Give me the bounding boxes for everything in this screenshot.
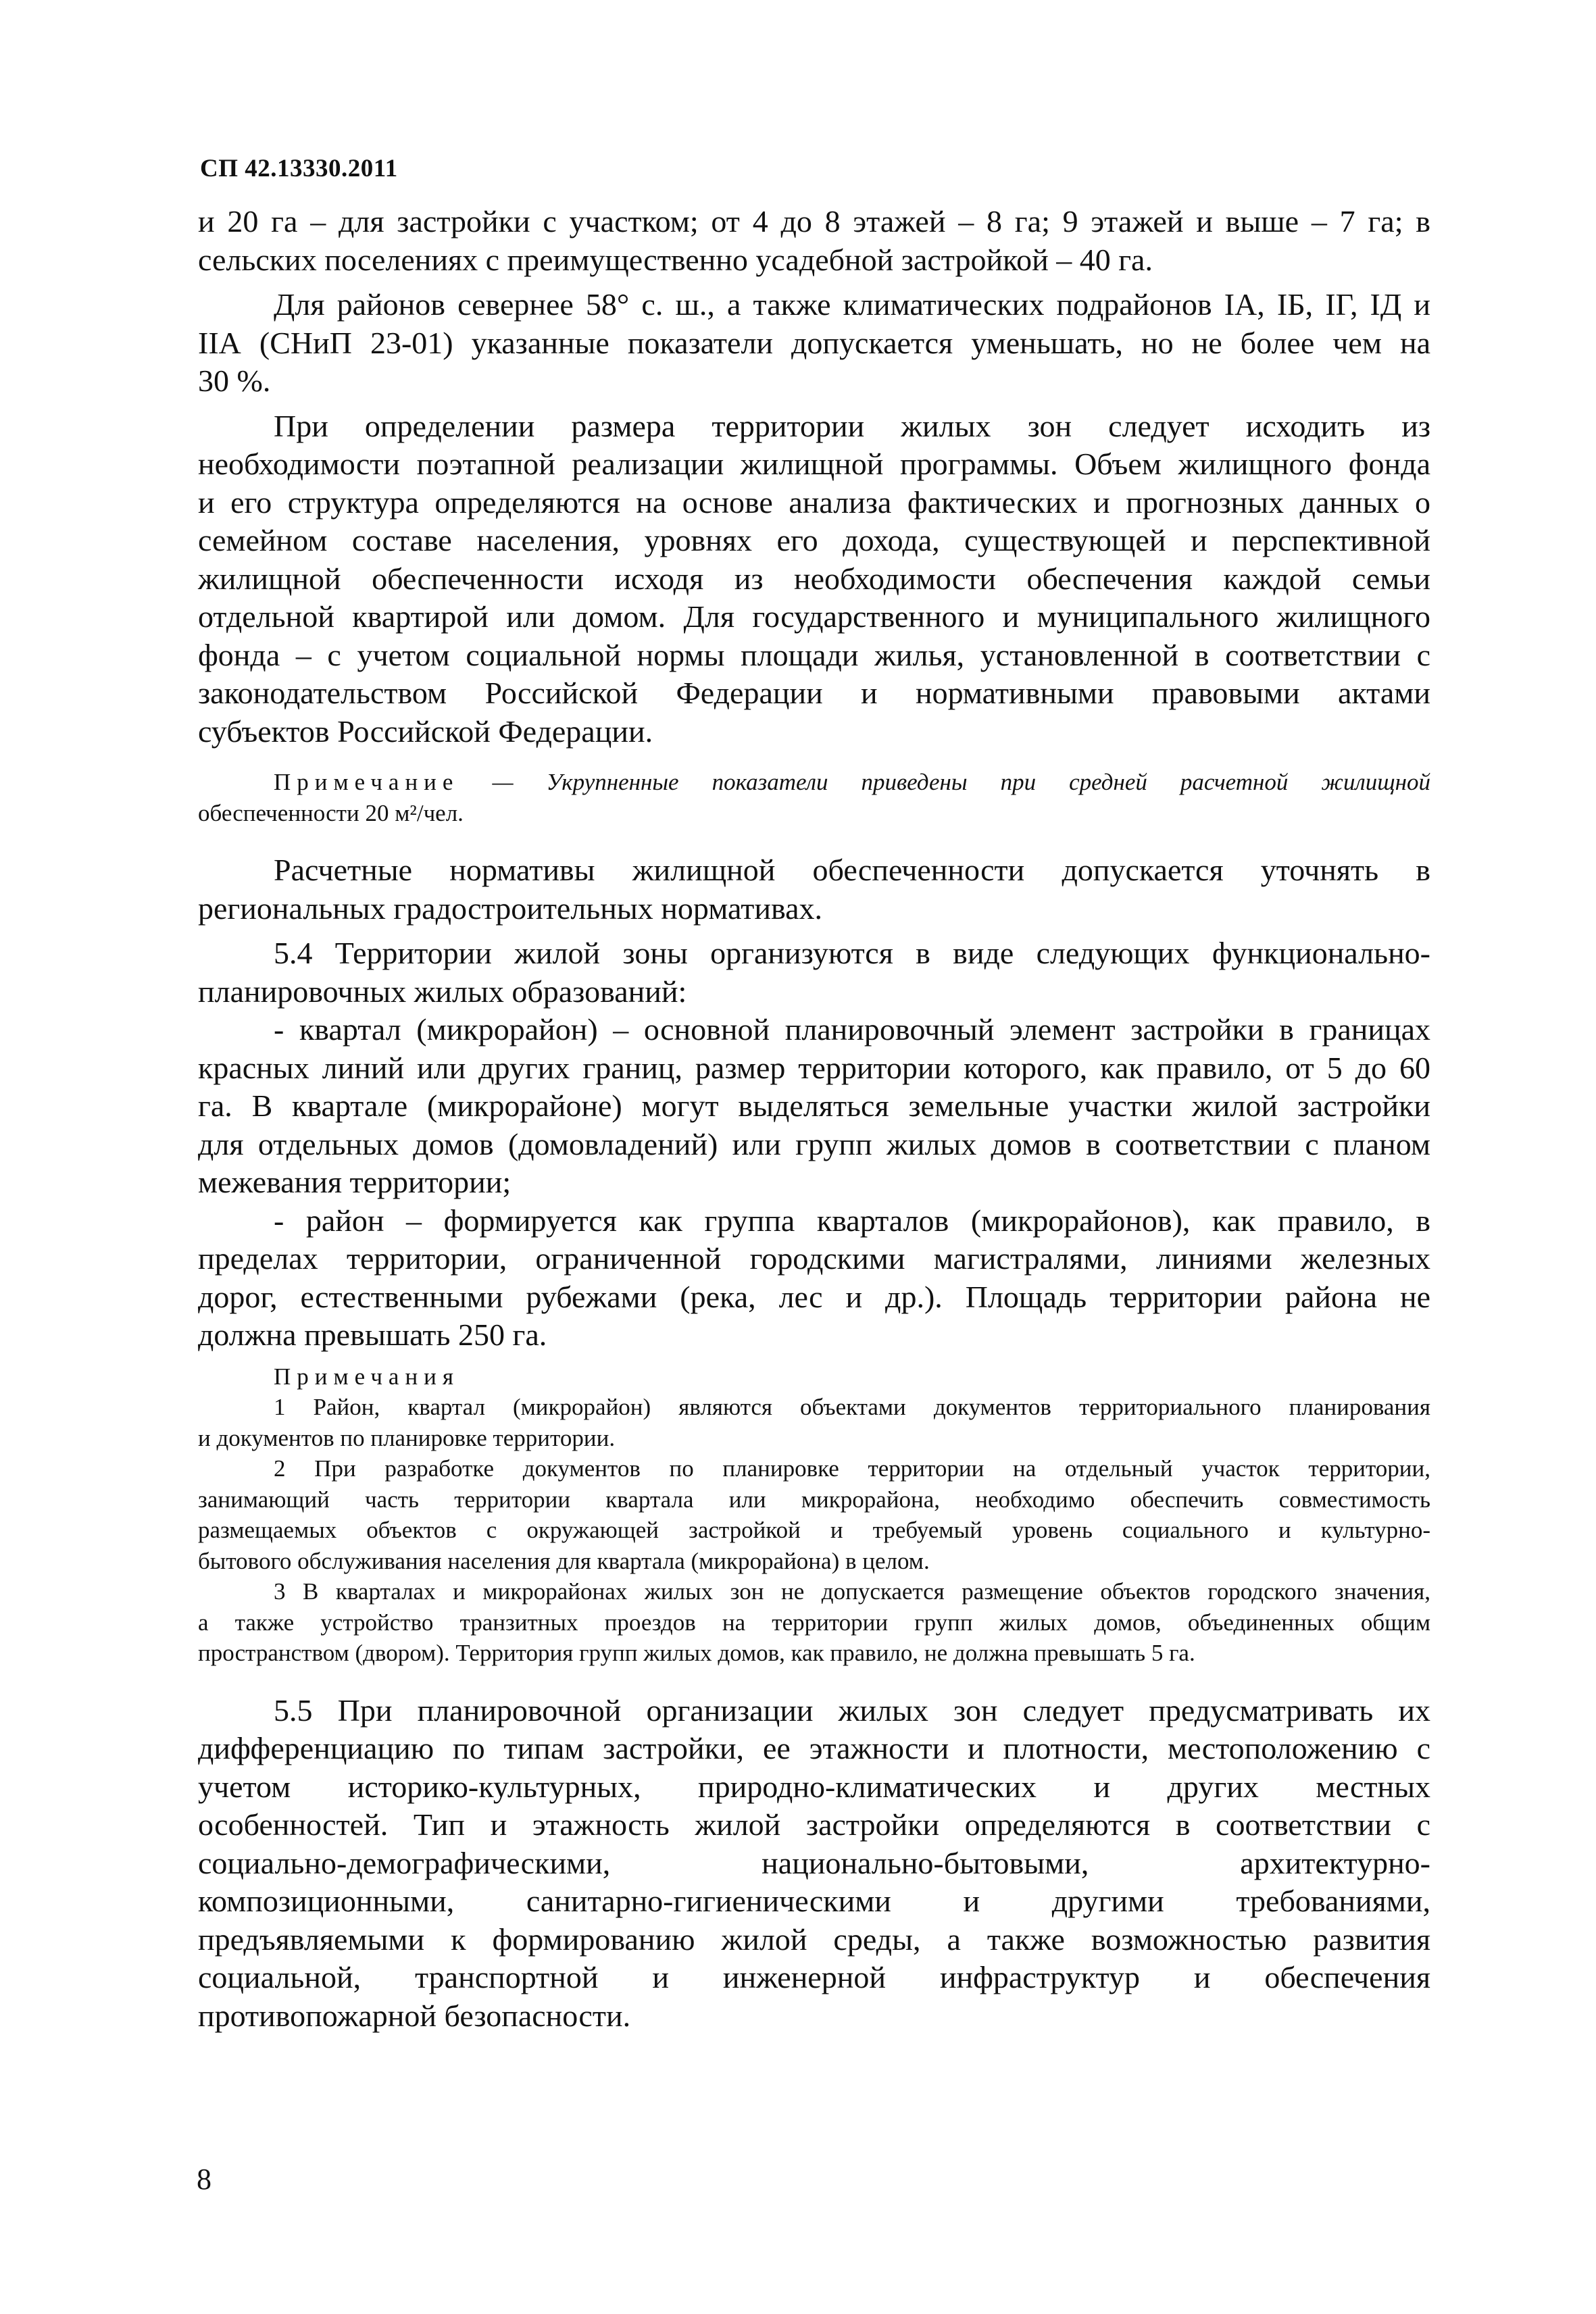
text-line: и его структура определяются на основе анализа фактических и прогнозных данных о bbox=[198, 484, 1430, 520]
text-line: предъявляемыми к формированию жилой среды, а также возможностью развития bbox=[198, 1921, 1430, 1957]
note-text: размещаемых объектов с окружающей застройкой и требуемый уровень социального и культурно- bbox=[198, 1517, 1430, 1543]
paragraph-section-5-5 bbox=[198, 1692, 1430, 2036]
note-first-line bbox=[198, 767, 1430, 798]
text-line: противопожарной безопасности. bbox=[198, 1998, 631, 2033]
text-line: учетом историко-культурных, природно-климатических и других местных bbox=[198, 1769, 1430, 1804]
text-line: особенностей. Тип и этажность жилой застройки определяются в соответствии с bbox=[198, 1807, 1430, 1842]
note-text: 2 При разработке документов по планировке территории на отдельный участок территории, bbox=[274, 1455, 1430, 1482]
text-line: сельских поселениях с преимущественно усадебной застройкой – 40 га. bbox=[198, 242, 1153, 277]
text-line: - квартал (микрорайон) – основной планировочный элемент застройки в границах bbox=[274, 1012, 1430, 1047]
text-line: жилищной обеспеченности исходя из необходимости обеспечения каждой семьи bbox=[198, 561, 1430, 596]
text-line: планировочных жилых образований: bbox=[198, 974, 687, 1009]
text-line: должна превышать 250 га. bbox=[198, 1317, 547, 1352]
text-line: межевания территории; bbox=[198, 1165, 512, 1199]
text-line: IIА (СНиП 23-01) указанные показатели допускается уменьшать, но не более чем на bbox=[198, 325, 1430, 360]
text-line: и 20 га – для застройки с участком; от 4 до 8 этажей – 8 га; 9 этажей и выше – 7 га; в bbox=[198, 204, 1430, 238]
note-text: занимающий часть территории квартала или микрорайона, необходимо обеспечить совместимость bbox=[198, 1486, 1430, 1513]
note-text: пространством (двором). Территория групп жилых домов, как правило, не должна превышать 5 га. bbox=[198, 1640, 1195, 1666]
text-line: семейном составе населения, уровнях его дохода, существующей и перспективной bbox=[198, 523, 1430, 557]
text-line: социально-демографическими, национально-бытовыми, архитектурно- bbox=[198, 1845, 1430, 1880]
text-line: 5.5 При планировочной организации жилых зон следует предусматривать их bbox=[274, 1692, 1430, 1728]
text-line: - район – формируется как группа кварталов (микрорайонов), как правило, в bbox=[274, 1203, 1430, 1238]
note-1 bbox=[198, 1392, 1430, 1453]
paragraph-northern-regions bbox=[198, 286, 1430, 401]
page-number: 8 bbox=[197, 2163, 211, 2196]
text-line: При определении размера территории жилых зон следует исходить из bbox=[274, 408, 1430, 443]
note-text: а также устройство транзитных проездов на территории групп жилых домов, объединенных общим bbox=[198, 1609, 1430, 1636]
notes-heading: Примечания bbox=[274, 1363, 460, 1390]
text-line: субъектов Российской Федерации. bbox=[198, 713, 653, 749]
text-line: отдельной квартирой или домом. Для государственного и муниципального жилищного bbox=[198, 599, 1430, 634]
note-text: — Укрупненные показатели приведены при средней расчетной жилищной bbox=[492, 769, 1431, 795]
paragraph-district-definition bbox=[198, 1202, 1430, 1355]
text-line: дорог, естественными рубежами (река, лес и др.). Площадь территории района не bbox=[198, 1279, 1430, 1314]
text-line: для отдельных домов (домовладений) или групп жилых домов в соответствии с планом bbox=[198, 1126, 1430, 1161]
text-line: социальной, транспортной и инженерной инфраструктур и обеспечения bbox=[198, 1960, 1430, 1994]
text-line: 5.4 Территории жилой зоны организуются в виде следующих функционально- bbox=[274, 936, 1430, 970]
paragraph-quarter-definition bbox=[198, 1011, 1430, 1202]
note-text: и документов по планировке территории. bbox=[198, 1424, 616, 1451]
text-line: Для районов севернее 58° с. ш., а также климатических подрайонов IА, IБ, IГ, IД и bbox=[274, 287, 1430, 322]
text-line: необходимости поэтапной реализации жилищной программы. Объем жилищного фонда bbox=[198, 447, 1430, 481]
note-text: 1 Район, квартал (микрорайон) являются объектами документов территориального планирования bbox=[274, 1394, 1430, 1420]
text-line: Расчетные нормативы жилищной обеспеченности допускается уточнять в bbox=[274, 853, 1430, 887]
paragraph-section-5-4 bbox=[198, 934, 1430, 1011]
note-text: 3 В кварталах и микрорайонах жилых зон не допускается размещение объектов городского значения, bbox=[274, 1578, 1430, 1605]
text-line: композиционными, санитарно-гигиеническими и другими требованиями, bbox=[198, 1884, 1430, 1918]
paragraph-plot-sizes bbox=[198, 203, 1430, 279]
document-code-header: СП 42.13330.2011 bbox=[200, 155, 398, 182]
note-label: Примечание bbox=[274, 769, 459, 795]
text-line: га. В квартале (микрорайоне) могут выделяться земельные участки жилой застройки bbox=[198, 1088, 1430, 1123]
note-text: обеспеченности 20 м²/чел. bbox=[198, 799, 464, 826]
document-body bbox=[198, 203, 1430, 2035]
paragraph-regional-standards bbox=[198, 851, 1430, 928]
note-3 bbox=[198, 1576, 1430, 1669]
text-line: фонда – с учетом социальной нормы площади жилья, установленной в соответствии с bbox=[198, 637, 1430, 672]
paragraph-territory-size bbox=[198, 407, 1430, 751]
text-line: красных линий или других границ, размер территории которого, как правило, от 5 до 60 bbox=[198, 1050, 1430, 1085]
note-text: бытового обслуживания населения для квартала (микрорайона) в целом. bbox=[198, 1547, 930, 1574]
text-line: пределах территории, ограниченной городскими магистралями, линиями железных bbox=[198, 1241, 1430, 1276]
text-line: дифференциацию по типам застройки, ее этажности и плотности, местоположению с bbox=[198, 1731, 1430, 1765]
note-2 bbox=[198, 1453, 1430, 1576]
text-line: законодательством Российской Федерации и нормативными правовыми актами bbox=[198, 676, 1430, 710]
note-housing-provision bbox=[198, 767, 1430, 828]
text-line: 30 %. bbox=[198, 363, 271, 398]
text-line: региональных градостроительных нормативах. bbox=[198, 890, 822, 926]
